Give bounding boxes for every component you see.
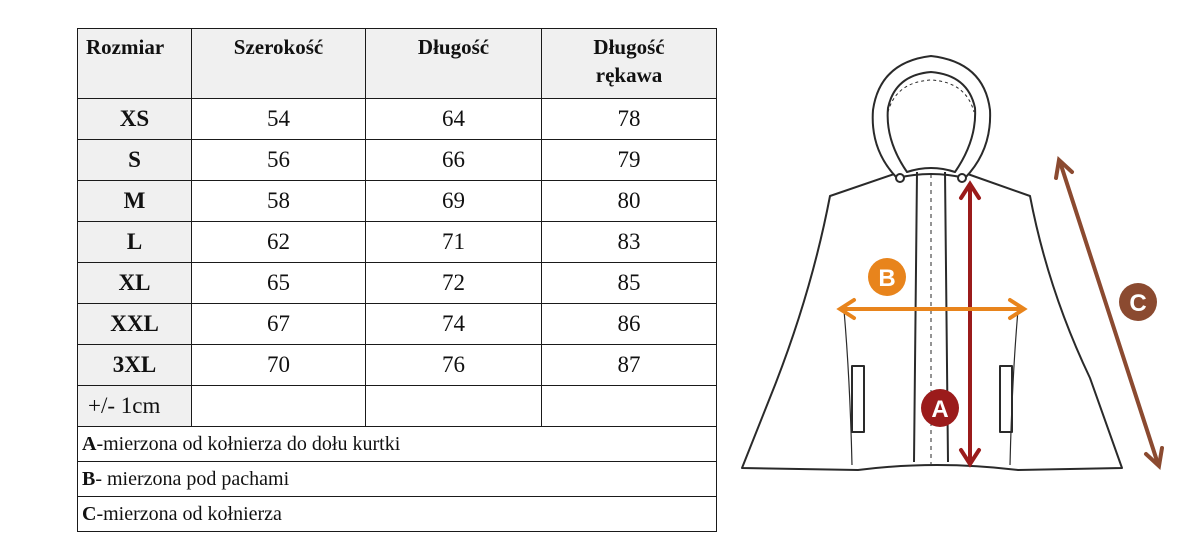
- width-cell: 67: [192, 304, 366, 345]
- note-a: [78, 427, 717, 462]
- sleeve-cell: 86: [542, 304, 717, 345]
- size-cell: S: [78, 140, 192, 181]
- size-cell: XS: [78, 99, 192, 140]
- table-row: [78, 181, 717, 222]
- header-dlugosc: Długość: [366, 29, 542, 99]
- note-row-a: [78, 427, 717, 462]
- length-cell: 69: [366, 181, 542, 222]
- size-cell: XL: [78, 263, 192, 304]
- table-header-row: [78, 29, 717, 99]
- note-c-letter: C: [82, 502, 97, 525]
- sleeve-cell: 80: [542, 181, 717, 222]
- length-cell: 64: [366, 99, 542, 140]
- empty-cell: [192, 386, 366, 427]
- length-cell: 74: [366, 304, 542, 345]
- header-szerokosc: Szerokość: [192, 29, 366, 99]
- tolerance-cell: +/- 1cm: [78, 386, 192, 427]
- table-row: [78, 345, 717, 386]
- length-cell: 72: [366, 263, 542, 304]
- sleeve-cell: 83: [542, 222, 717, 263]
- header-dlugosc-rekawa: Długość rękawa: [542, 29, 717, 99]
- label-c-badge: [1119, 283, 1157, 321]
- length-cell: 66: [366, 140, 542, 181]
- label-a: A: [931, 396, 949, 423]
- width-cell: 58: [192, 181, 366, 222]
- sleeve-cell: 78: [542, 99, 717, 140]
- note-b-letter: B: [82, 467, 96, 490]
- note-c-text: -mierzona od kołnierza: [96, 502, 282, 525]
- width-cell: 56: [192, 140, 366, 181]
- table-row: [78, 222, 717, 263]
- label-a-badge: [921, 389, 959, 427]
- size-table: [77, 28, 717, 532]
- tolerance-row: [78, 386, 717, 427]
- width-cell: 65: [192, 263, 366, 304]
- width-cell: 70: [192, 345, 366, 386]
- width-cell: 54: [192, 99, 366, 140]
- empty-cell: [542, 386, 717, 427]
- note-b-text: - mierzona pod pachami: [95, 467, 290, 490]
- size-cell: 3XL: [78, 345, 192, 386]
- header-rozmiar: Rozmiar: [78, 29, 192, 99]
- table-row: [78, 304, 717, 345]
- label-b-badge: [868, 258, 906, 296]
- sleeve-cell: 87: [542, 345, 717, 386]
- length-cell: 76: [366, 345, 542, 386]
- size-cell: XXL: [78, 304, 192, 345]
- label-c: C: [1129, 290, 1147, 317]
- label-b: B: [878, 265, 896, 292]
- note-row-b: [78, 462, 717, 497]
- note-row-c: [78, 497, 717, 532]
- width-cell: 62: [192, 222, 366, 263]
- note-b: [78, 462, 717, 497]
- note-a-letter: A: [82, 432, 97, 455]
- jacket-diagram: [730, 40, 1190, 530]
- table-row: [78, 140, 717, 181]
- note-a-text: -mierzona od kołnierza do dołu kurtki: [96, 432, 401, 455]
- table-row: [78, 263, 717, 304]
- sleeve-cell: 79: [542, 140, 717, 181]
- size-cell: M: [78, 181, 192, 222]
- note-c: [78, 497, 717, 532]
- length-cell: 71: [366, 222, 542, 263]
- empty-cell: [366, 386, 542, 427]
- sleeve-cell: 85: [542, 263, 717, 304]
- table-row: [78, 99, 717, 140]
- size-cell: L: [78, 222, 192, 263]
